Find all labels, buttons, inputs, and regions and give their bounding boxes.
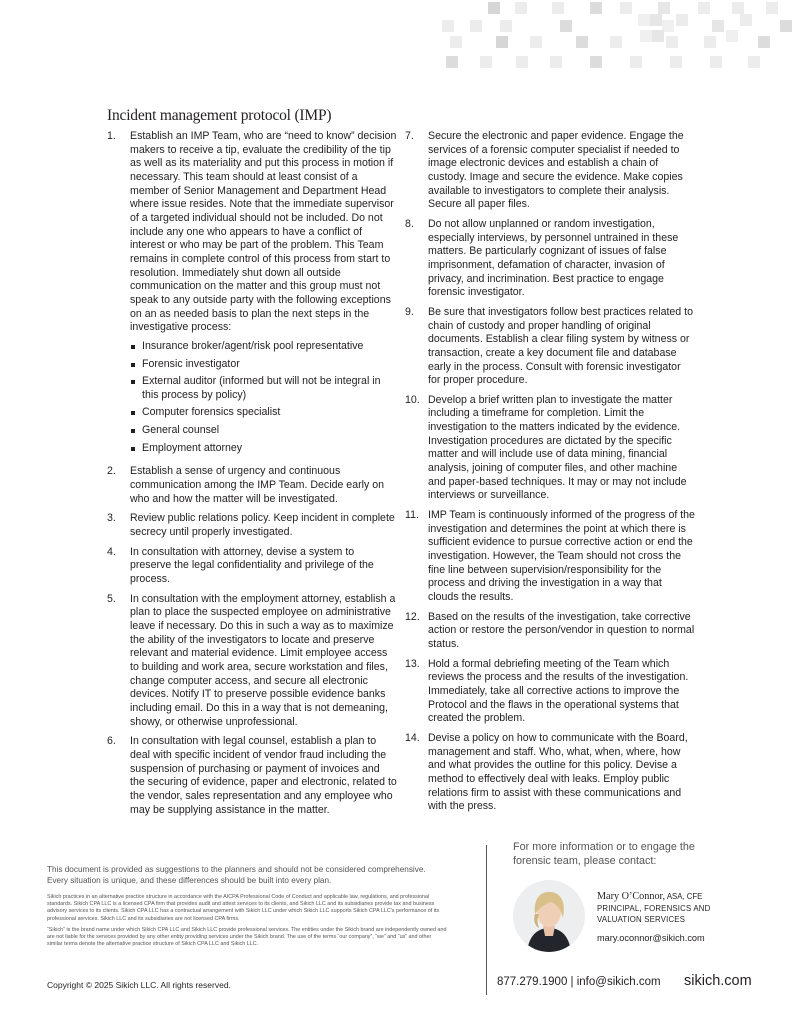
item-text: Secure the electronic and paper evidence. Engage the services of a forensic computer specialist if needed to image electronic devices and establish a chain of custody. Image and secure the evidence. Make copies available to investigators to complete their analysis. Secure all paper files. [428, 130, 684, 211]
item-text: In consultation with legal counsel, establish a plan to deal with specific incident of vendor fraud including the suspension of purchasing or payment of invoices and the securing of evidence, paper and electronic, related to the vendor, sales representation and any employee who may be supplying assistance in the matter. [130, 735, 397, 816]
contact-role-line-1: PRINCIPAL, FORENSICS AND [597, 904, 711, 913]
divider [486, 845, 487, 995]
item-text: Establish a sense of urgency and continuous communication among the IMP Team. Decide early on who and how the matter will be investigated. [130, 465, 384, 505]
sub-list-item: Forensic investigator [130, 358, 397, 372]
item-number: 7. [405, 130, 414, 142]
item-number: 13. [405, 657, 420, 670]
item-number: 14. [405, 731, 420, 744]
list-item [107, 130, 397, 459]
list-item [405, 509, 695, 605]
list-item [405, 130, 695, 212]
sub-list-item: External auditor (informed but will not be integral in this process by policy) [130, 375, 397, 402]
item-number: 10. [405, 393, 420, 406]
list-item [405, 611, 695, 652]
item-number: 1. [107, 130, 116, 142]
sub-list-item: General counsel [130, 424, 397, 438]
item-number: 6. [107, 735, 116, 748]
item-text: In consultation with attorney, devise a system to preserve the legal confidentiality and privilege of the process. [130, 545, 374, 586]
item-number: 9. [405, 305, 414, 318]
avatar [513, 880, 585, 952]
item-number: 11. [405, 509, 419, 522]
item-text: Do not allow unplanned or random investigation, especially interviews, by personnel untrained in these matters. Be particularly cognizant of issues of false imprisonment, defamation of character, invasion of privacy, and incrimination. Best practice to engage forensic investigator. [428, 217, 679, 299]
list-item [405, 658, 695, 726]
contact-credentials: ASA, CFE [665, 892, 703, 901]
item-text: Hold a formal debriefing meeting of the Team which reviews the process and the results of the investigation. Immediately, take all corrective actions to improve the Protocol and the flaws in the operational systems that created the problem. [428, 657, 689, 725]
website-link[interactable]: sikich.com [684, 973, 752, 989]
item-text: Establish an IMP Team, who are “need to know” decision makers to receive a tip, evaluate the credibility of the tip as well as its materiality and put this process in motion if necessary. This team should at least consist of a member of Senior Management and Department Head where issue resides. Note that the immediate supervisor of a targeted individual should not be included. Do not include any one who appears to have a conflict of interest or who may be part of the problem. This Team remains in complete control of this process from start to resolution. Immediately shut down all outside communication on the matter and this group must not speak to any outside party with the following exceptions on an as needed basis to plan the next steps in the investigative process: [130, 130, 397, 334]
item-number: 3. [107, 512, 116, 525]
legal-notice: Sikich practices in an alternative practice structure in accordance with the AICPA Professional Code of Conduct and applicable law, regulations, and professional standards. Sikich CPA LLC is a licensed CPA firm that provides audit and attest services to its clients, and Sikich LLC and its subsidiaries provide tax and business advisory services to its clients. Sikich CPA LLC has a contractual arrangement with Sikich LLC under which Sikich LLC supports Sikich CPA LLC's performance of its professional services. Sikich LLC and its subsidiaries are not licensed CPA firms. [47, 894, 440, 922]
contact-person [597, 886, 747, 943]
contact-email-link[interactable]: mary.oconnor@sikich.com [597, 933, 705, 943]
list-item [405, 394, 695, 503]
disclaimer [47, 864, 447, 952]
disclaimer-main: This document is provided as suggestions to the planners and should not be considered comprehensive. Every situation is unique, and these differences should be built into every plan. [47, 865, 426, 885]
list-item [107, 593, 397, 730]
phone-and-email[interactable]: 877.279.1900 | info@sikich.com [497, 976, 661, 988]
item-text: Review public relations policy. Keep incident in complete secrecy until properly investigated. [130, 512, 395, 539]
contact-name: Mary O’Connor, [597, 891, 666, 902]
list-item [107, 735, 397, 817]
item-number: 8. [405, 217, 414, 230]
page-title: Incident management protocol (IMP) [107, 107, 332, 124]
list-item [107, 546, 397, 587]
item-text: Be sure that investigators follow best practices related to chain of custody and proper handling of original documents. Establish a clear filing system by witness or transaction, create a key document file and database early in the process. Consult with forensic investigator for proper procedure. [428, 305, 693, 387]
brand-notice: “Sikich” is the brand name under which Sikich CPA LLC and Sikich LLC provide professional services. The entities under the Sikich brand are independently owned and are not liable for the services provided by any other entity providing services under the Sikich brand. The use of the terms “our company”, “we” and “us” and other similar terms denote the alternative practice structure of Sikich CPA LLC and Sikich LLC. [47, 926, 447, 948]
contact-role-line-2: VALUATION SERVICES [597, 914, 686, 924]
item-text: In consultation with the employment attorney, establish a plan to place the suspected employee on administrative leave if necessary. Do this in such a way as to maximize the ability of the investigators to locate and preserve relevant and material evidence. Limit employee access to building and work area, secure workstation and files, change computer access, and secure all electronic devices. Notify IT to preserve possible evidence banks including email. Do this in a way that is not demeaning, showy, or otherwise unprofessional. [130, 592, 396, 728]
list-item [405, 306, 695, 388]
item-number: 12. [405, 610, 420, 623]
item-text: IMP Team is continuously informed of the progress of the investigation and determines the point at which there is sufficient evidence to pursue corrective action or end the investigation. However, the Team should not cross the fine line between supervision/responsibility for the process and driving the investigation in a way that clouds the results. [428, 509, 695, 603]
left-column [107, 130, 397, 823]
item-text: Devise a policy on how to communicate with the Board, management and staff. Who, what, when, where, how and what provides the outline for this policy. Devise a method to effectively deal with leaks. Employ public relations firm to assist with these communications and with the press. [428, 731, 688, 813]
item-number: 5. [107, 592, 116, 605]
sub-list-item: Insurance broker/agent/risk pool representative [130, 340, 397, 354]
copyright: Copyright © 2025 Sikich LLC. All rights reserved. [47, 980, 231, 990]
item-text: Develop a brief written plan to investigate the matter including a timeframe for completion. Limit the investigation to the matters indicated by the evidence. Investigation procedures are dictated by the specific matter and will include use of data mining, financial analysis, joining of computer files, and other machine and paper-based techniques. It may or may not include interviews or surveillance. [428, 393, 687, 502]
list-item [405, 732, 695, 814]
decorative-pixel-pattern [440, 0, 800, 75]
contact-block [513, 840, 703, 868]
item-number: 2. [107, 465, 116, 478]
list-item [107, 465, 397, 506]
contact-prompt: For more information or to engage the forensic team, please contact: [513, 841, 695, 867]
list-item [405, 218, 695, 300]
right-column [405, 130, 695, 820]
list-item [107, 512, 397, 539]
sub-list [130, 340, 397, 456]
sub-list-item: Employment attorney [130, 442, 397, 456]
sub-list-item: Computer forensics specialist [130, 406, 397, 420]
item-text: Based on the results of the investigation, take corrective action or restore the person/vendor in question to normal status. [428, 610, 695, 650]
item-number: 4. [107, 545, 116, 558]
